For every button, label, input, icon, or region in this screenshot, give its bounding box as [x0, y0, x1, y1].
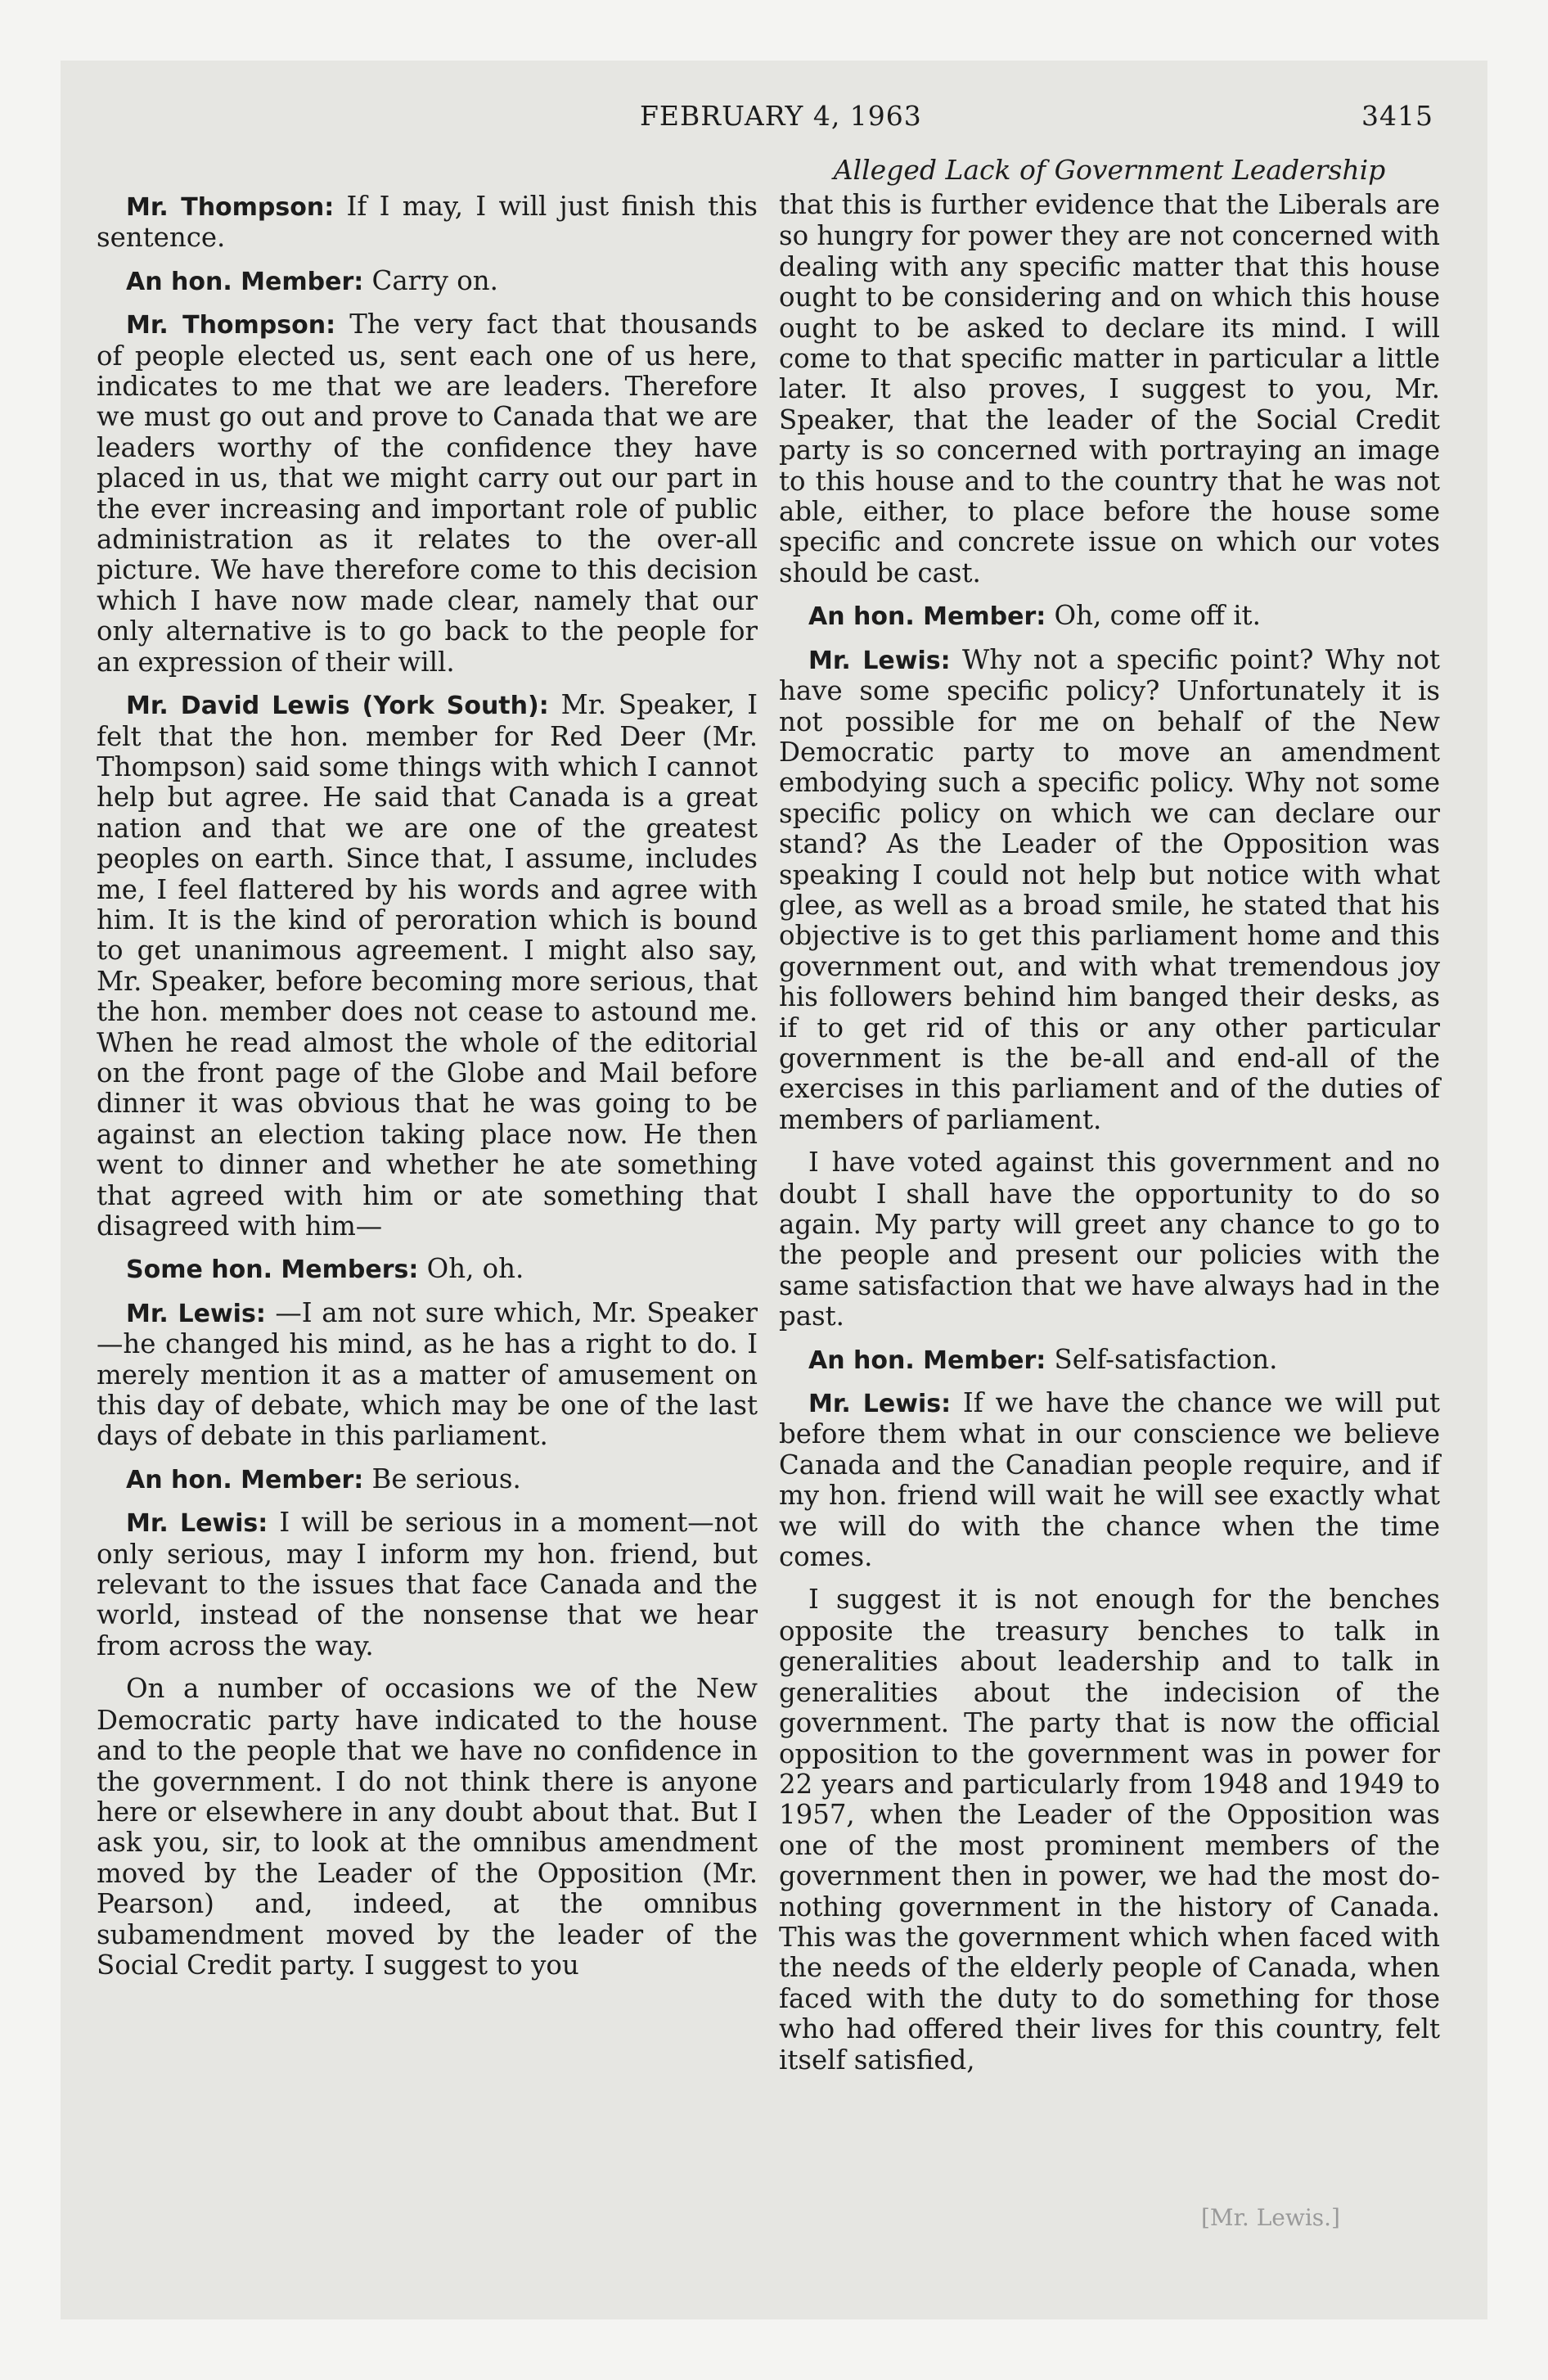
paragraph-text: Carry on. — [363, 264, 498, 296]
paragraph — [97, 1464, 758, 1495]
paragraph-text: I have voted against this government and no doubt I shall have the opportunity to do so again. My party will greet any chance to go to the people and present our policies with the same satisfaction that we have always had in the past. — [779, 1147, 1440, 1332]
paragraph-text: Oh, come off it. — [1046, 600, 1261, 632]
speaker-name: Mr. Thompson: — [126, 311, 336, 340]
speaker-name: An hon. Member: — [808, 602, 1046, 632]
footer-mark: [Mr. Lewis.] — [1201, 2204, 1340, 2231]
paragraph-text: If I may, I will just finish this sentence. — [97, 191, 758, 254]
speaker-name: Mr. Lewis: — [808, 1390, 952, 1419]
paragraph-text: I will be serious in a moment—not only serious, may I inform my hon. friend, but relevant to the issues that face Canada and the world, instead of the nonsense that we hear from across the way. — [97, 1507, 758, 1661]
left-column — [97, 192, 758, 1993]
paragraph — [779, 601, 1440, 632]
paragraph — [97, 1508, 758, 1661]
speaker-name: Some hon. Members: — [126, 1255, 419, 1285]
paragraph-text: Be serious. — [363, 1463, 521, 1494]
paragraph-text: that this is further evidence that the Liberals are so hungry for power they are not concerned with dealing with any specific matter that this house ought to be considering and on which this house ought to be asked to declare its mind. I will come to that specific matter in particular a little later. It also proves, I suggest to you, Mr. Speaker, that the leader of the Social Credit party is so concerned with portraying an image to this house and to the country that he was not able, either, to place before the house some specific and concrete issue on which our votes should be cast. — [779, 189, 1440, 588]
paragraph — [779, 1147, 1440, 1332]
paragraph-text: The very fact that thousands of people elected us, sent each one of us here, indicates to me that we are leaders. Therefore we must go out and prove to Canada that we are leaders worthy of the confidence they have placed in us, that we might carry out our part in the ever increasing and important role of public administration as it relates to the over-all picture. We have therefore come to this decision which I have now made clear, namely that our only alternative is to go back to the people for an expression of their will. — [97, 309, 758, 678]
running-title: Alleged Lack of Government Leadership — [833, 154, 1386, 186]
paragraph — [97, 1254, 758, 1285]
paragraph-text: Mr. Speaker, I felt that the hon. member for Red Deer (Mr. Thompson) said some things with which I cannot help but agree. He said that Canada is a great nation and that we are one of the greatest peoples on earth. Since that, I assume, includes me, I feel flattered by his words and agree with him. It is the kind of peroration which is bound to get unanimous agreement. I might also say, Mr. Speaker, before becoming more serious, that the hon. member does not cease to astound me. When he read almost the whole of the editorial on the front page of the Globe and Mail before dinner it was obvious that he was going to be against an election taking place now. He then went to dinner and whether he ate something that agreed with him or ate something that disagreed with him— — [97, 689, 758, 1242]
paragraph — [97, 1298, 758, 1452]
paragraph — [97, 690, 758, 1242]
paragraph-text: Self-satisfaction. — [1046, 1343, 1278, 1375]
paragraph-text: Why not a specific point? Why not have some specific policy? Unfortunately it is not possible for me on behalf of the New Democratic party to move an amendment embodying such a specific policy. Why not some specific policy on which we can declare our stand? As the Leader of the Opposition was speaking I could not help but notice with what glee, as well as a broad smile, he stated that his objective is to get this parliament home and this government out, and with what tremendous joy his followers behind him banged their desks, as if to get rid of this or any other particular government is the be-all and end-all of the exercises in this parliament and of the duties of members of parliament. — [779, 643, 1441, 1135]
paragraph — [779, 1584, 1440, 2076]
paragraph — [779, 1388, 1440, 1572]
speaker-name: An hon. Member: — [126, 267, 364, 296]
speaker-name: An hon. Member: — [808, 1346, 1046, 1375]
paragraph-text: Oh, oh. — [418, 1253, 524, 1285]
speaker-name: Mr. David Lewis (York South): — [126, 692, 549, 721]
page-number: 3415 — [1361, 100, 1433, 132]
header-date: FEBRUARY 4, 1963 — [640, 100, 922, 132]
paragraph-text: —I am not sure which, Mr. Speaker—he changed his mind, as he has a right to do. I merely mention it as a matter of amusement on this day of debate, which may be one of the last days of debate in this parliament. — [97, 1296, 758, 1452]
paragraph — [97, 192, 758, 254]
speaker-name: Mr. Lewis: — [126, 1299, 266, 1328]
paragraph — [779, 645, 1440, 1136]
paragraph-text: If we have the chance we will put before them what in our conscience we believe Canada and the Canadian people require, and if my hon. friend will wait he will see exactly what we will do with the chance when the time comes. — [779, 1387, 1440, 1573]
paragraph — [97, 1674, 758, 1981]
paragraph — [779, 1345, 1440, 1376]
paragraph — [97, 266, 758, 297]
speaker-name: An hon. Member: — [126, 1465, 364, 1494]
paragraph-text: I suggest it is not enough for the benches opposite the treasury benches to talk in generalities about leadership and to talk in generalities about the indecision of the government. The party that is now the official opposition to the government was in power for 22 years and particularly from 1948 and 1949 to 1957, when the Leader of the Opposition was one of the most prominent members of the government then in power, we had the most do-nothing government in the history of Canada. This was the government which when faced with the needs of the elderly people of Canada, when faced with the duty to do something for those who had offered their lives for this country, felt itself satisfied, — [779, 1584, 1440, 2076]
speaker-name: Mr. Lewis: — [808, 646, 951, 675]
speaker-name: Mr. Thompson: — [126, 193, 335, 222]
paragraph-text: On a number of occasions we of the New Democratic party have indicated to the house and to the people that we have no confidence in the government. I do not think there is anyone here or elsewhere in any doubt about that. But I ask you, sir, to look at the omnibus amendment moved by the Leader of the Opposition (Mr. Pearson) and, indeed, at the omnibus subamendment moved by the leader of the Social Credit party. I suggest to you — [97, 1673, 758, 1981]
speaker-name: Mr. Lewis: — [126, 1509, 268, 1539]
paragraph-continued — [779, 190, 1440, 588]
paragraph — [97, 309, 758, 678]
page-header — [98, 100, 1433, 141]
right-column — [779, 190, 1440, 2088]
